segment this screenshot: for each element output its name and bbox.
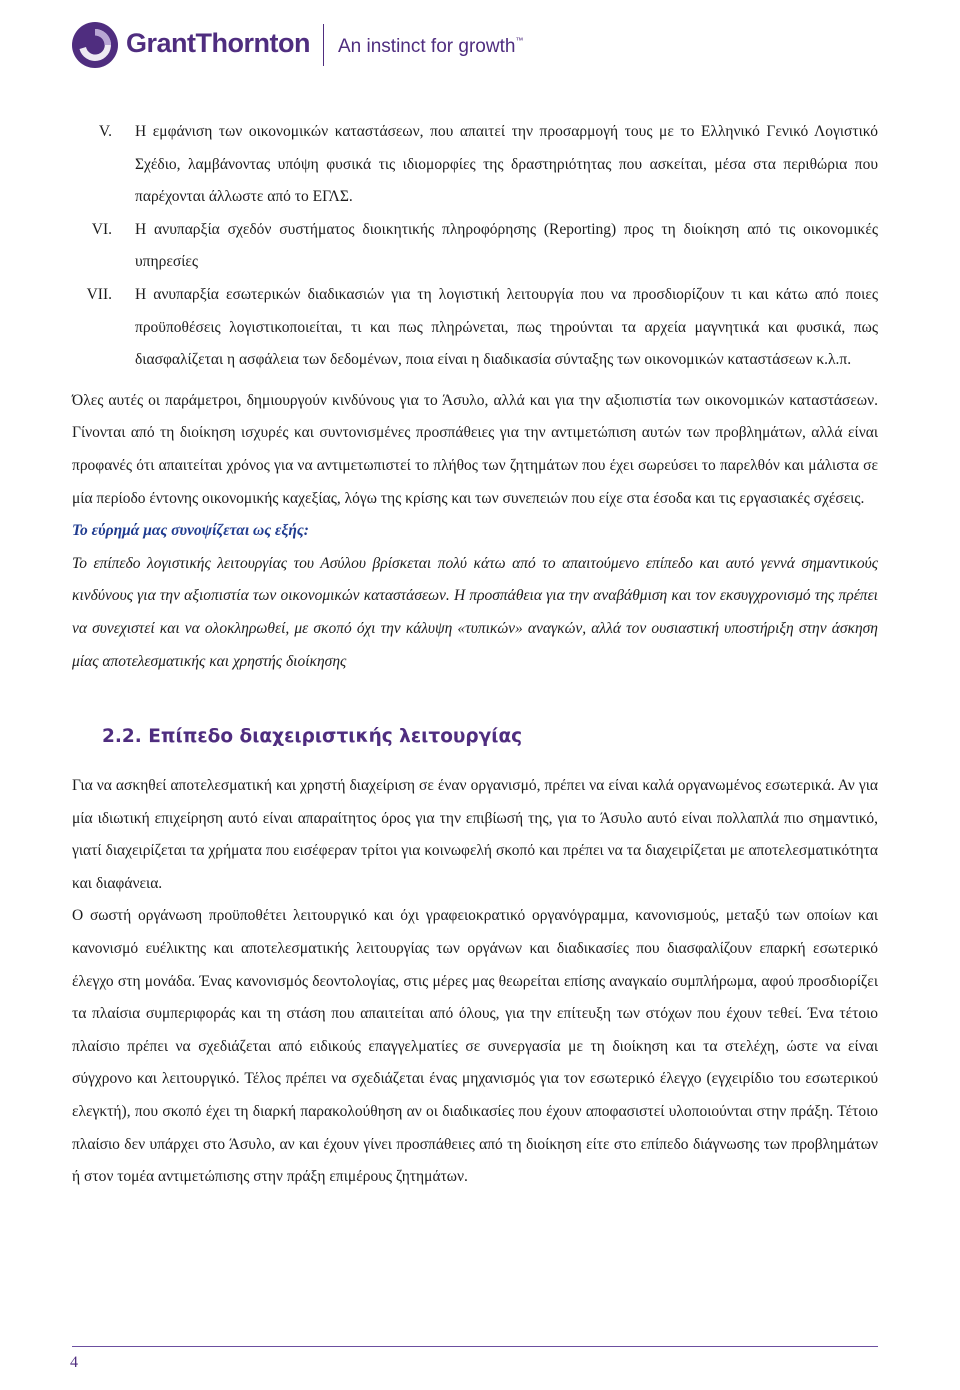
tagline: An instinct for growth™: [338, 36, 524, 57]
list-item: [72, 116, 878, 214]
grant-thornton-logo-icon: [70, 20, 120, 70]
finding-title: Το εύρημά μας συνοψίζεται ως εξής:: [72, 522, 309, 540]
list-item: [72, 214, 878, 279]
issues-list: [72, 116, 878, 377]
section-paragraph-2: Ο σωστή οργάνωση προϋποθέτει λειτουργικό και όχι γραφειοκρατικό οργανόγραμμα, κανονισμούς, μεταξύ των οποίων και κανονισμό ευέλικτης και αποτελεσματικής λειτουργίας των οργάνων και διαδικασίες που διασφαλίζουν επαρκή εσωτερικό έλεγχο στη μονάδα. Ένας κανονισμός δεοντολογίας, στις μέρες μας θεωρείται επίσης αναγκαίο συμπλήρωμα, αφού προσδιορίζει τα πλαίσια συμπεριφοράς και τη στάση που απαιτείται από όλους, για την επίτευξη των στόχων που έχουν τεθεί. Ένα τέτοιο πλαίσιο πρέπει να σχεδιάζεται από ειδικούς επαγγελματίες σε συνεργασία με τη διοίκηση και τα στελέχη, ώστε να είναι σύγχρονο και λειτουργικό. Τέλος πρέπει να σχεδιάζεται ένας μηχανισμός για τον εσωτερικό έλεγχο (εγχειρίδιο του εσωτερικού ελεγκτή), που σκοπό έχει τη διαρκή παρακολούθηση αν οι διαδικασίες που έχουν αποφασιστεί υλοποιούνται στην πράξη. Τέτοιο πλαίσιο δεν υπάρχει στο Άσυλο, αν και έχουν γίνει προσπάθειες από τη διοίκηση είτε στο επίπεδο διάγνωσης των προβλημάτων ή στον τομέα αντιμετώπισης στην πράξη επιμέρους ζητημάτων.: [72, 907, 878, 1186]
list-item-number: VI.: [91, 220, 112, 238]
document-body: [72, 116, 878, 1194]
list-item-text: Η ανυπαρξία σχεδόν συστήματος διοικητικής πληροφόρησης (Reporting) προς τη διοίκηση από τις οικονομικές υπηρεσίες: [135, 220, 878, 271]
list-item-text: Η εμφάνιση των οικονομικών καταστάσεων, που απαιτεί την προσαρμογή τους με το Ελληνικό Γενικό Λογιστικό Σχέδιο, λαμβάνοντας υπόψη φυσικά τις ιδιομορφίες της δραστηριότητας που ασκείται, μέσα στα περιθώρια που παρέχονται άλλωστε από το ΕΓΛΣ.: [135, 123, 878, 206]
risks-paragraph: Όλες αυτές οι παράμετροι, δημιουργούν κινδύνους για το Άσυλο, αλλά και για την αξιοπιστία των οικονομικών καταστάσεων. Γίνονται από τη διοίκηση ισχυρές και συντονισμένες προσπάθειες για την αντιμετώπιση αυτών των προβλημάτων, αλλά είναι προφανές ότι απαιτείται χρόνος για να αντιμετωπιστεί το πλήθος των ζητημάτων που έχει σωρεύσει το παρελθόν και μάλιστα σε μία περίοδο έντονης οικονομικής καχεξίας, λόγω της κρίσης και των συνεπειών που είχε στα έσοδα και τις εργασιακές σχέσεις.: [72, 391, 878, 507]
trademark: ™: [515, 36, 524, 45]
page-number: 4: [70, 1354, 78, 1371]
section-heading: 2.2. Επίπεδο διαχειριστικής λειτουργίας: [102, 726, 523, 748]
finding-text: Το επίπεδο λογιστικής λειτουργίας του Ασύλου βρίσκεται πολύ κάτω από το απαιτούμενο επίπεδο και αυτό γεννά σημαντικούς κινδύνους για την αξιοπιστία των οικονομικών καταστάσεων. Η προσπάθεια για την αναβάθμιση και τον εκσυγχρονισμό της πρέπει να συνεχιστεί και να ολοκληρωθεί, με σκοπό όχι την κάλυψη «τυπικών» αναγκών, αλλά τον ουσιαστική υποστήριξη στην άσκηση μίας αποτελεσματικής και χρηστής διοίκησης: [72, 554, 878, 670]
footer-divider: [72, 1346, 878, 1347]
brand-name: GrantThornton: [126, 28, 310, 58]
header-divider: [323, 24, 324, 66]
page-header: [70, 18, 590, 74]
list-item: [72, 279, 878, 377]
section-paragraph-1: Για να ασκηθεί αποτελεσματική και χρηστή διαχείριση σε έναν οργανισμό, πρέπει να είναι καλά οργανωμένος εσωτερικά. Αν για μία ιδιωτική επιχείρηση αυτό είναι απαραίτητος όρος για την επιβίωσή της, για το Άσυλο αυτό είναι πολλαπλά πιο σημαντικό, γιατί διαχειρίζεται τα χρήματα που εισέφεραν τρίτοι για κοινωφελή σκοπό και πρέπει να τα διαχειρίζεται με αποτελεσματικότητα και διαφάνεια.: [72, 777, 878, 892]
list-item-text: Η ανυπαρξία εσωτερικών διαδικασιών για τη λογιστική λειτουργία που να προσδιορίζουν τι και κάτω από ποιες προϋποθέσεις λογιστικοποιείται, τι και πως πληρώνεται, πως τηρούνται τα αρχεία μαγνητικά και φυσικά, πως διασφαλίζεται η ασφάλεια των δεδομένων, ποια είναι η διαδικασία σύνταξης των οικονομικών καταστάσεων κ.λ.π.: [135, 285, 878, 369]
list-item-number: VII.: [86, 285, 112, 303]
list-item-number: V.: [98, 123, 112, 140]
